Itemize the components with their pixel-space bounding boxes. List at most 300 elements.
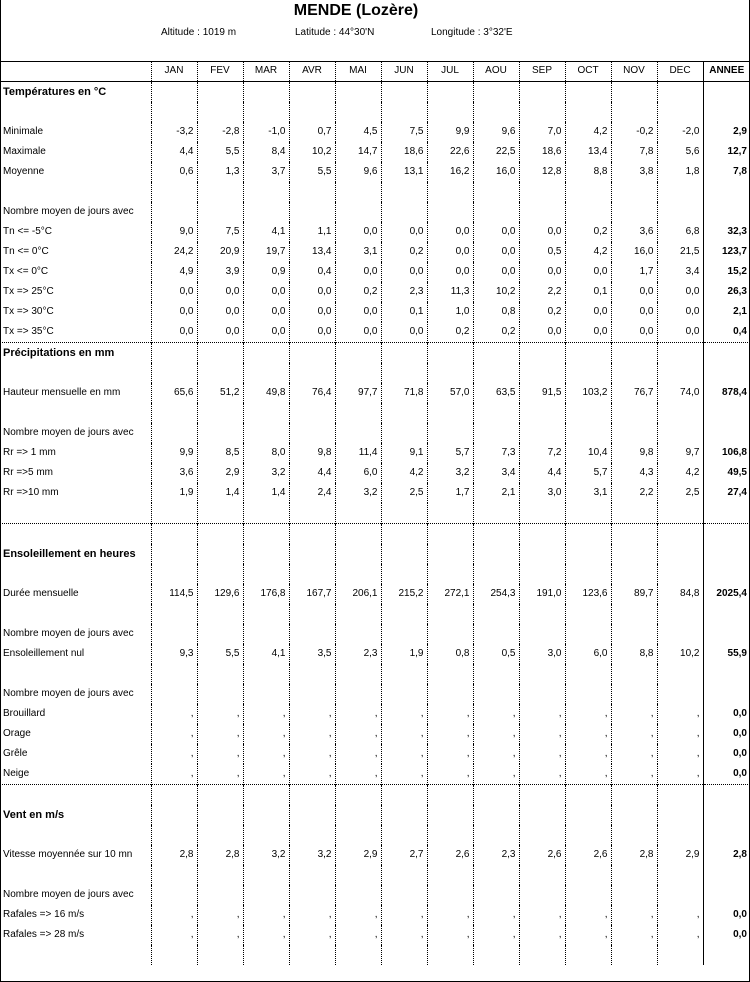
value-cell: 2,3 — [473, 845, 519, 865]
value-cell: 76,4 — [289, 383, 335, 403]
value-cell — [335, 102, 381, 122]
note-row — [0, 684, 750, 704]
data-row — [0, 443, 750, 463]
row-label: Nombre moyen de jours avec — [3, 427, 134, 438]
value-cell — [427, 624, 473, 644]
value-cell — [565, 825, 611, 845]
month-header: AOU — [473, 61, 519, 82]
value-cell: 20,9 — [197, 242, 243, 262]
value-cell — [519, 182, 565, 202]
value-cell: , — [473, 764, 519, 785]
value-cell — [519, 825, 565, 845]
value-cell: , — [243, 744, 289, 764]
value-cell: 97,7 — [335, 383, 381, 403]
value-cell: 0,0 — [335, 322, 381, 343]
value-cell — [427, 945, 473, 965]
blank-row — [0, 664, 750, 684]
blank-row — [0, 825, 750, 845]
value-cell: 0,0 — [335, 302, 381, 322]
value-cell: 3,2 — [289, 845, 335, 865]
value-cell — [151, 945, 197, 965]
value-cell — [381, 363, 427, 383]
value-cell — [151, 544, 197, 564]
value-cell — [289, 363, 335, 383]
value-cell: 0,6 — [151, 162, 197, 182]
row-label — [0, 363, 151, 383]
value-cell: 3,2 — [243, 463, 289, 483]
climate-table — [0, 61, 750, 965]
value-cell: 18,6 — [381, 142, 427, 162]
value-cell: 1,8 — [657, 162, 703, 182]
value-cell: 0,0 — [197, 282, 243, 302]
longitude-label: Longitude : 3°32'E — [431, 27, 513, 38]
value-cell — [381, 82, 427, 103]
value-cell — [381, 624, 427, 644]
data-row — [0, 483, 750, 503]
value-cell: , — [381, 764, 427, 785]
value-cell: 3,8 — [611, 162, 657, 182]
value-cell: 3,7 — [243, 162, 289, 182]
value-cell — [565, 363, 611, 383]
data-row — [0, 644, 750, 664]
row-label: Tn <= -5°C — [3, 226, 53, 237]
value-cell — [473, 684, 519, 704]
value-cell: , — [565, 905, 611, 925]
value-cell: 2,2 — [611, 483, 657, 503]
value-cell — [519, 343, 565, 364]
value-cell: 1,4 — [197, 483, 243, 503]
value-cell — [427, 423, 473, 443]
row-label: Neige — [3, 768, 30, 779]
value-cell — [565, 343, 611, 364]
value-cell: 91,5 — [519, 383, 565, 403]
value-cell: , — [657, 905, 703, 925]
value-cell — [335, 564, 381, 584]
value-cell: -2,8 — [197, 122, 243, 142]
data-row — [0, 845, 750, 865]
value-cell: 3,4 — [657, 262, 703, 282]
value-cell — [243, 503, 289, 524]
value-cell — [611, 684, 657, 704]
value-cell — [565, 503, 611, 524]
row-label — [0, 503, 151, 524]
value-cell: -1,0 — [243, 122, 289, 142]
value-cell: 76,7 — [611, 383, 657, 403]
value-cell — [611, 785, 657, 806]
value-cell: 4,2 — [565, 122, 611, 142]
value-cell — [657, 805, 703, 825]
value-cell: 1,7 — [427, 483, 473, 503]
value-cell — [335, 805, 381, 825]
value-cell — [519, 684, 565, 704]
data-row — [0, 905, 750, 925]
value-cell — [519, 624, 565, 644]
value-cell: , — [335, 724, 381, 744]
value-cell — [427, 524, 473, 545]
value-cell: 6,0 — [565, 644, 611, 664]
value-cell: , — [611, 744, 657, 764]
annee-cell: 32,3 — [703, 222, 750, 242]
value-cell: 254,3 — [473, 584, 519, 604]
annee-cell — [703, 564, 750, 584]
value-cell — [427, 403, 473, 423]
value-cell — [197, 624, 243, 644]
value-cell — [151, 785, 197, 806]
value-cell — [473, 564, 519, 584]
blank-row — [0, 865, 750, 885]
section-title: Précipitations en mm — [0, 343, 151, 364]
value-cell: 11,3 — [427, 282, 473, 302]
value-cell: 3,6 — [611, 222, 657, 242]
value-cell: 0,0 — [289, 322, 335, 343]
value-cell — [335, 825, 381, 845]
value-cell: 4,2 — [381, 463, 427, 483]
value-cell — [473, 182, 519, 202]
row-label — [0, 182, 151, 202]
value-cell — [611, 403, 657, 423]
value-cell: , — [151, 905, 197, 925]
value-cell: , — [473, 704, 519, 724]
value-cell — [657, 403, 703, 423]
month-header: MAR — [243, 61, 289, 82]
data-row — [0, 925, 750, 945]
value-cell: 74,0 — [657, 383, 703, 403]
annee-cell: 106,8 — [703, 443, 750, 463]
annee-cell — [703, 403, 750, 423]
value-cell — [151, 423, 197, 443]
value-cell — [335, 182, 381, 202]
value-cell — [611, 363, 657, 383]
value-cell — [151, 805, 197, 825]
value-cell — [565, 624, 611, 644]
value-cell — [289, 684, 335, 704]
value-cell: 13,4 — [565, 142, 611, 162]
value-cell — [427, 102, 473, 122]
value-cell: 4,2 — [565, 242, 611, 262]
annee-cell: 2,9 — [703, 122, 750, 142]
value-cell: 2,8 — [197, 845, 243, 865]
value-cell — [381, 524, 427, 545]
value-cell: , — [151, 925, 197, 945]
value-cell — [335, 865, 381, 885]
annee-cell: 26,3 — [703, 282, 750, 302]
value-cell — [657, 885, 703, 905]
row-label — [0, 403, 151, 423]
value-cell: 4,5 — [335, 122, 381, 142]
value-cell — [151, 604, 197, 624]
annee-cell: 2025,4 — [703, 584, 750, 604]
value-cell: , — [657, 744, 703, 764]
value-cell — [335, 664, 381, 684]
value-cell: 8,8 — [611, 644, 657, 664]
value-cell: 9,0 — [151, 222, 197, 242]
value-cell: 9,1 — [381, 443, 427, 463]
annee-cell: 0,0 — [703, 704, 750, 724]
value-cell — [427, 363, 473, 383]
value-cell — [473, 885, 519, 905]
row-label: Moyenne — [3, 166, 45, 177]
value-cell: , — [289, 905, 335, 925]
value-cell — [335, 945, 381, 965]
value-cell: 3,1 — [565, 483, 611, 503]
value-cell: , — [611, 905, 657, 925]
value-cell — [335, 785, 381, 806]
value-cell — [519, 785, 565, 806]
value-cell: 0,0 — [151, 322, 197, 343]
value-cell — [657, 423, 703, 443]
value-cell: -0,2 — [611, 122, 657, 142]
value-cell: 0,0 — [473, 222, 519, 242]
value-cell — [565, 945, 611, 965]
value-cell — [519, 423, 565, 443]
value-cell: 4,4 — [289, 463, 335, 483]
value-cell — [151, 343, 197, 364]
value-cell — [289, 403, 335, 423]
annee-cell — [703, 684, 750, 704]
value-cell — [335, 503, 381, 524]
data-row — [0, 162, 750, 182]
row-label: Nombre moyen de jours avec — [3, 889, 134, 900]
value-cell: 12,8 — [519, 162, 565, 182]
value-cell: 2,6 — [565, 845, 611, 865]
value-cell: , — [565, 724, 611, 744]
value-cell: 0,8 — [473, 302, 519, 322]
section-title: Vent en m/s — [3, 809, 65, 821]
value-cell — [565, 524, 611, 545]
value-cell — [197, 865, 243, 885]
value-cell — [335, 624, 381, 644]
value-cell — [335, 684, 381, 704]
value-cell: 114,5 — [151, 584, 197, 604]
row-label: Nombre moyen de jours avec — [3, 206, 134, 217]
data-row — [0, 704, 750, 724]
value-cell — [381, 604, 427, 624]
annee-cell: 2,1 — [703, 302, 750, 322]
row-label: Rr =>5 mm — [3, 467, 54, 478]
value-cell: 0,0 — [151, 302, 197, 322]
value-cell — [289, 182, 335, 202]
value-cell — [473, 423, 519, 443]
value-cell — [427, 865, 473, 885]
row-label — [0, 945, 151, 965]
row-label: Tn <= 0°C — [3, 246, 49, 257]
value-cell: 2,9 — [197, 463, 243, 483]
value-cell: 89,7 — [611, 584, 657, 604]
value-cell: 0,0 — [381, 322, 427, 343]
value-cell — [611, 524, 657, 545]
value-cell: 49,8 — [243, 383, 289, 403]
value-cell — [473, 825, 519, 845]
value-cell: 0,0 — [335, 262, 381, 282]
value-cell: 16,0 — [611, 242, 657, 262]
value-cell — [519, 82, 565, 103]
annee-cell: 0,0 — [703, 925, 750, 945]
annee-cell: 15,2 — [703, 262, 750, 282]
value-cell: 22,6 — [427, 142, 473, 162]
value-cell: 3,5 — [289, 644, 335, 664]
value-cell — [427, 503, 473, 524]
row-label: Rr => 1 mm — [3, 447, 56, 458]
value-cell: 2,6 — [427, 845, 473, 865]
value-cell: 0,2 — [565, 222, 611, 242]
annee-header: ANNEE — [703, 61, 750, 82]
value-cell — [197, 885, 243, 905]
value-cell: 0,0 — [427, 262, 473, 282]
section-row — [0, 82, 750, 103]
value-cell — [243, 363, 289, 383]
value-cell — [611, 664, 657, 684]
value-cell — [197, 363, 243, 383]
value-cell: 0,0 — [151, 282, 197, 302]
value-cell: , — [289, 764, 335, 785]
value-cell: 0,0 — [519, 262, 565, 282]
row-label: Nombre moyen de jours avec — [3, 688, 134, 699]
row-label: Tx => 25°C — [3, 286, 54, 297]
value-cell: 103,2 — [565, 383, 611, 403]
value-cell: 0,0 — [243, 322, 289, 343]
value-cell: 3,2 — [335, 483, 381, 503]
row-label: Nombre moyen de jours avec — [3, 628, 134, 639]
annee-cell: 0,4 — [703, 322, 750, 343]
value-cell: , — [657, 724, 703, 744]
annee-cell — [703, 102, 750, 122]
value-cell: , — [289, 724, 335, 744]
value-cell — [611, 503, 657, 524]
value-cell — [335, 544, 381, 564]
value-cell — [565, 202, 611, 222]
data-row — [0, 383, 750, 403]
value-cell: , — [427, 925, 473, 945]
row-label: Ensoleillement nul — [3, 648, 85, 659]
value-cell: 2,8 — [151, 845, 197, 865]
annee-cell — [703, 182, 750, 202]
annee-cell — [703, 664, 750, 684]
row-label: Maximale — [3, 146, 46, 157]
value-cell — [381, 865, 427, 885]
value-cell: 2,1 — [473, 483, 519, 503]
value-cell — [611, 202, 657, 222]
value-cell — [197, 182, 243, 202]
value-cell — [151, 182, 197, 202]
value-cell: , — [473, 744, 519, 764]
annee-cell: 55,9 — [703, 644, 750, 664]
value-cell: 5,5 — [197, 644, 243, 664]
value-cell — [289, 664, 335, 684]
value-cell: , — [657, 704, 703, 724]
value-cell — [519, 202, 565, 222]
data-row — [0, 724, 750, 744]
row-label: Durée mensuelle — [3, 588, 79, 599]
value-cell — [381, 664, 427, 684]
value-cell: 0,0 — [427, 222, 473, 242]
annee-cell — [703, 524, 750, 545]
value-cell — [519, 503, 565, 524]
value-cell: 3,9 — [197, 262, 243, 282]
annee-cell — [703, 202, 750, 222]
data-row — [0, 262, 750, 282]
value-cell — [473, 524, 519, 545]
value-cell: , — [381, 925, 427, 945]
value-cell: 84,8 — [657, 584, 703, 604]
value-cell — [289, 604, 335, 624]
value-cell: 0,1 — [381, 302, 427, 322]
value-cell — [197, 423, 243, 443]
value-cell: 5,5 — [197, 142, 243, 162]
value-cell — [657, 664, 703, 684]
value-cell: 57,0 — [427, 383, 473, 403]
value-cell — [289, 503, 335, 524]
value-cell: 13,4 — [289, 242, 335, 262]
value-cell — [243, 82, 289, 103]
value-cell: 0,0 — [611, 302, 657, 322]
value-cell: 3,1 — [335, 242, 381, 262]
blank-row — [0, 503, 750, 524]
value-cell: 2,2 — [519, 282, 565, 302]
value-cell — [473, 604, 519, 624]
value-cell — [519, 664, 565, 684]
value-cell — [519, 604, 565, 624]
value-cell — [335, 423, 381, 443]
annee-cell: 27,4 — [703, 483, 750, 503]
annee-cell: 0,0 — [703, 744, 750, 764]
value-cell: -2,0 — [657, 122, 703, 142]
value-cell — [243, 684, 289, 704]
value-cell: , — [381, 704, 427, 724]
value-cell — [565, 423, 611, 443]
value-cell — [657, 945, 703, 965]
value-cell — [611, 604, 657, 624]
value-cell: 10,2 — [473, 282, 519, 302]
value-cell — [197, 664, 243, 684]
value-cell — [243, 202, 289, 222]
value-cell: 272,1 — [427, 584, 473, 604]
value-cell: 0,0 — [473, 262, 519, 282]
value-cell: 0,4 — [289, 262, 335, 282]
value-cell: 21,5 — [657, 242, 703, 262]
value-cell: , — [151, 704, 197, 724]
value-cell — [381, 805, 427, 825]
annee-cell — [703, 423, 750, 443]
value-cell — [611, 102, 657, 122]
value-cell — [657, 785, 703, 806]
value-cell — [197, 102, 243, 122]
blank-row — [0, 945, 750, 965]
value-cell: 10,2 — [657, 644, 703, 664]
value-cell — [657, 604, 703, 624]
value-cell: 4,3 — [611, 463, 657, 483]
value-cell — [289, 885, 335, 905]
value-cell: 5,7 — [427, 443, 473, 463]
value-cell — [243, 182, 289, 202]
value-cell — [243, 945, 289, 965]
value-cell — [335, 202, 381, 222]
value-cell: 0,0 — [657, 302, 703, 322]
row-label: Grêle — [3, 748, 28, 759]
value-cell — [197, 825, 243, 845]
value-cell — [519, 805, 565, 825]
value-cell — [243, 865, 289, 885]
value-cell — [519, 544, 565, 564]
value-cell: 0,0 — [611, 322, 657, 343]
value-cell: 2,3 — [381, 282, 427, 302]
month-header: SEP — [519, 61, 565, 82]
month-header: JUN — [381, 61, 427, 82]
value-cell: 0,0 — [197, 322, 243, 343]
value-cell — [243, 604, 289, 624]
value-cell: 4,1 — [243, 644, 289, 664]
value-cell: 8,0 — [243, 443, 289, 463]
value-cell: 8,5 — [197, 443, 243, 463]
